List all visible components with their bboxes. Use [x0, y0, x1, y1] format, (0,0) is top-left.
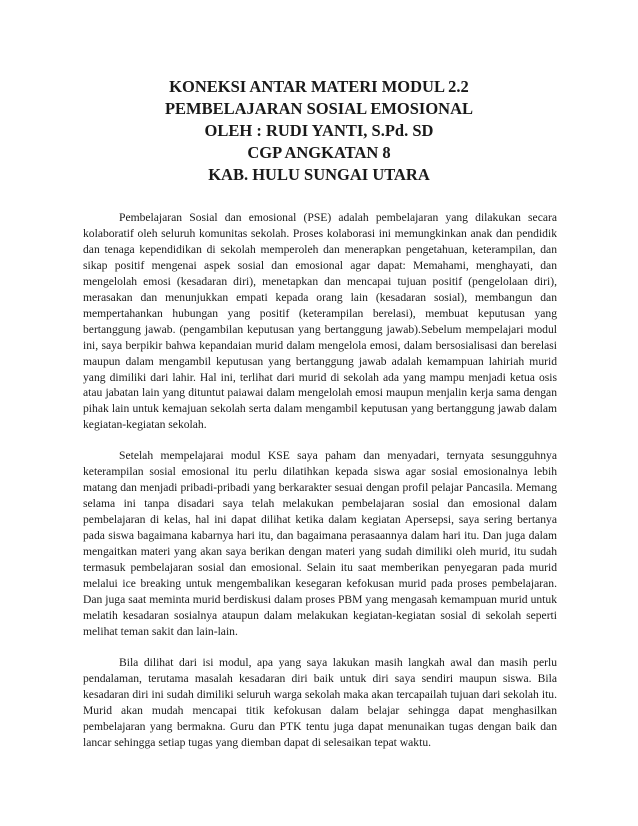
title-line-subject: PEMBELAJARAN SOSIAL EMOSIONAL [164, 99, 474, 118]
document-title [0, 76, 638, 186]
paragraph-3: Bila dilihat dari isi modul, apa yang saya lakukan masih langkah awal dan masih perlu pendalaman, terutama masalah kesadaran diri baik untuk diri saya sendiri maupun siswa. Bila kesadaran diri ini sudah dimiliki seluruh warga sekolah maka akan tercapailah tujuan dari sekolah itu. Murid akan mudah mencapai titik kefokusan dalam belajar sehingga dapat menghasilkan pembelajaran yang bermakna. Guru dan PTK tentu juga dapat menunaikan tugas dengan baik dan lancar sehingga setiap tugas yang diemban dapat di selesaikan tepat waktu. [83, 655, 557, 749]
title-line-region: KAB. HULU SUNGAI UTARA [208, 165, 430, 184]
paragraph-2: Setelah mempelajarai modul KSE saya paham dan menyadari, ternyata sesungguhnya keterampilan sosial emosional itu perlu dilatihkan kepada siswa agar sosial emosionalnya lebih matang dan menjadi pribadi-pribadi yang berkarakter sesuai dengan profil pelajar Pancasila. Memang selama ini tanpa disadari saya telah melakukan pembelajaran sosial dan emosional dalam pembelajaran di kelas, hal ini dapat dilihat ketika dalam kegiatan Apersepsi, saya sering bertanya pada siswa bagaimana kabarnya hari itu, dan bagaimana perasaannya dalam hari itu. Dan juga dalam mengaitkan materi yang akan saya berikan dengan materi yang sudah dimiliki oleh murid, itu sudah termasuk pembelajaran sosial dan emosional. Selain itu saat memberikan penyegaran pada murid melalui ice breaking untuk mengembalikan kesegaran kefokusan murid pada proses pembelajaran. Dan juga saat meminta murid berdiskusi dalam proses PBM yang mengasah kemampuan murid untuk melatih kesadaran sosialnya ataupun dalam melakukan kegiatan-kegiatan sosial di sekolah seperti melihat teman sakit dan lain-lain. [83, 449, 557, 638]
title-line-author: OLEH : RUDI YANTI, S.Pd. SD [204, 121, 434, 140]
paragraph-1: Pembelajaran Sosial dan emosional (PSE) adalah pembelajaran yang dilakukan secara kolaboratif oleh seluruh komunitas sekolah. Proses kolaborasi ini memungkinkan anak dan pendidik dan tenaga kependidikan di sekolah memperoleh dan menerapkan pengetahuan, keterampilan, dan sikap positif mengenai aspek sosial dan emosional agar dapat: Memahami, menghayati, dan mengelolah emosi (kesadaran diri), menetapkan dan mencapai tujuan positif (pengelolaan diri), merasakan dan menunjukkan empati kepada orang lain (kesadaran sosial), membangun dan mempertahankan hubungan yang positif (keterampilan berelasi), membuat keputusan yang bertanggung jawab. (pengambilan keputusan yang bertanggung jawab).Sebelum mempelajari modul ini, saya berpikir bahwa kepandaian murid dalam mengelola emosi, dalam bersosialisasi dan berelasi maupun dalam mengambil keputusan yang bertanggung jawab adalah kemampuan lahiriah murid yang dimiliki dari lahir. Hal ini, terlihat dari murid di sekolah ada yang mampu menjadi ketua osis atau jabatan lain yang dituntut paiawai dalam mengelolah emosi maupun menjalin kerja sama dengan pihak lain untuk kemajuan sekolah serta dalam mengambil keputusan yang bertanggung jawab dalam kegiatan-kegiatan sekolah. [83, 211, 557, 432]
document-body [83, 210, 557, 766]
title-line-module: KONEKSI ANTAR MATERI MODUL 2.2 [169, 77, 469, 96]
title-line-cohort: CGP ANGKATAN 8 [247, 143, 391, 162]
